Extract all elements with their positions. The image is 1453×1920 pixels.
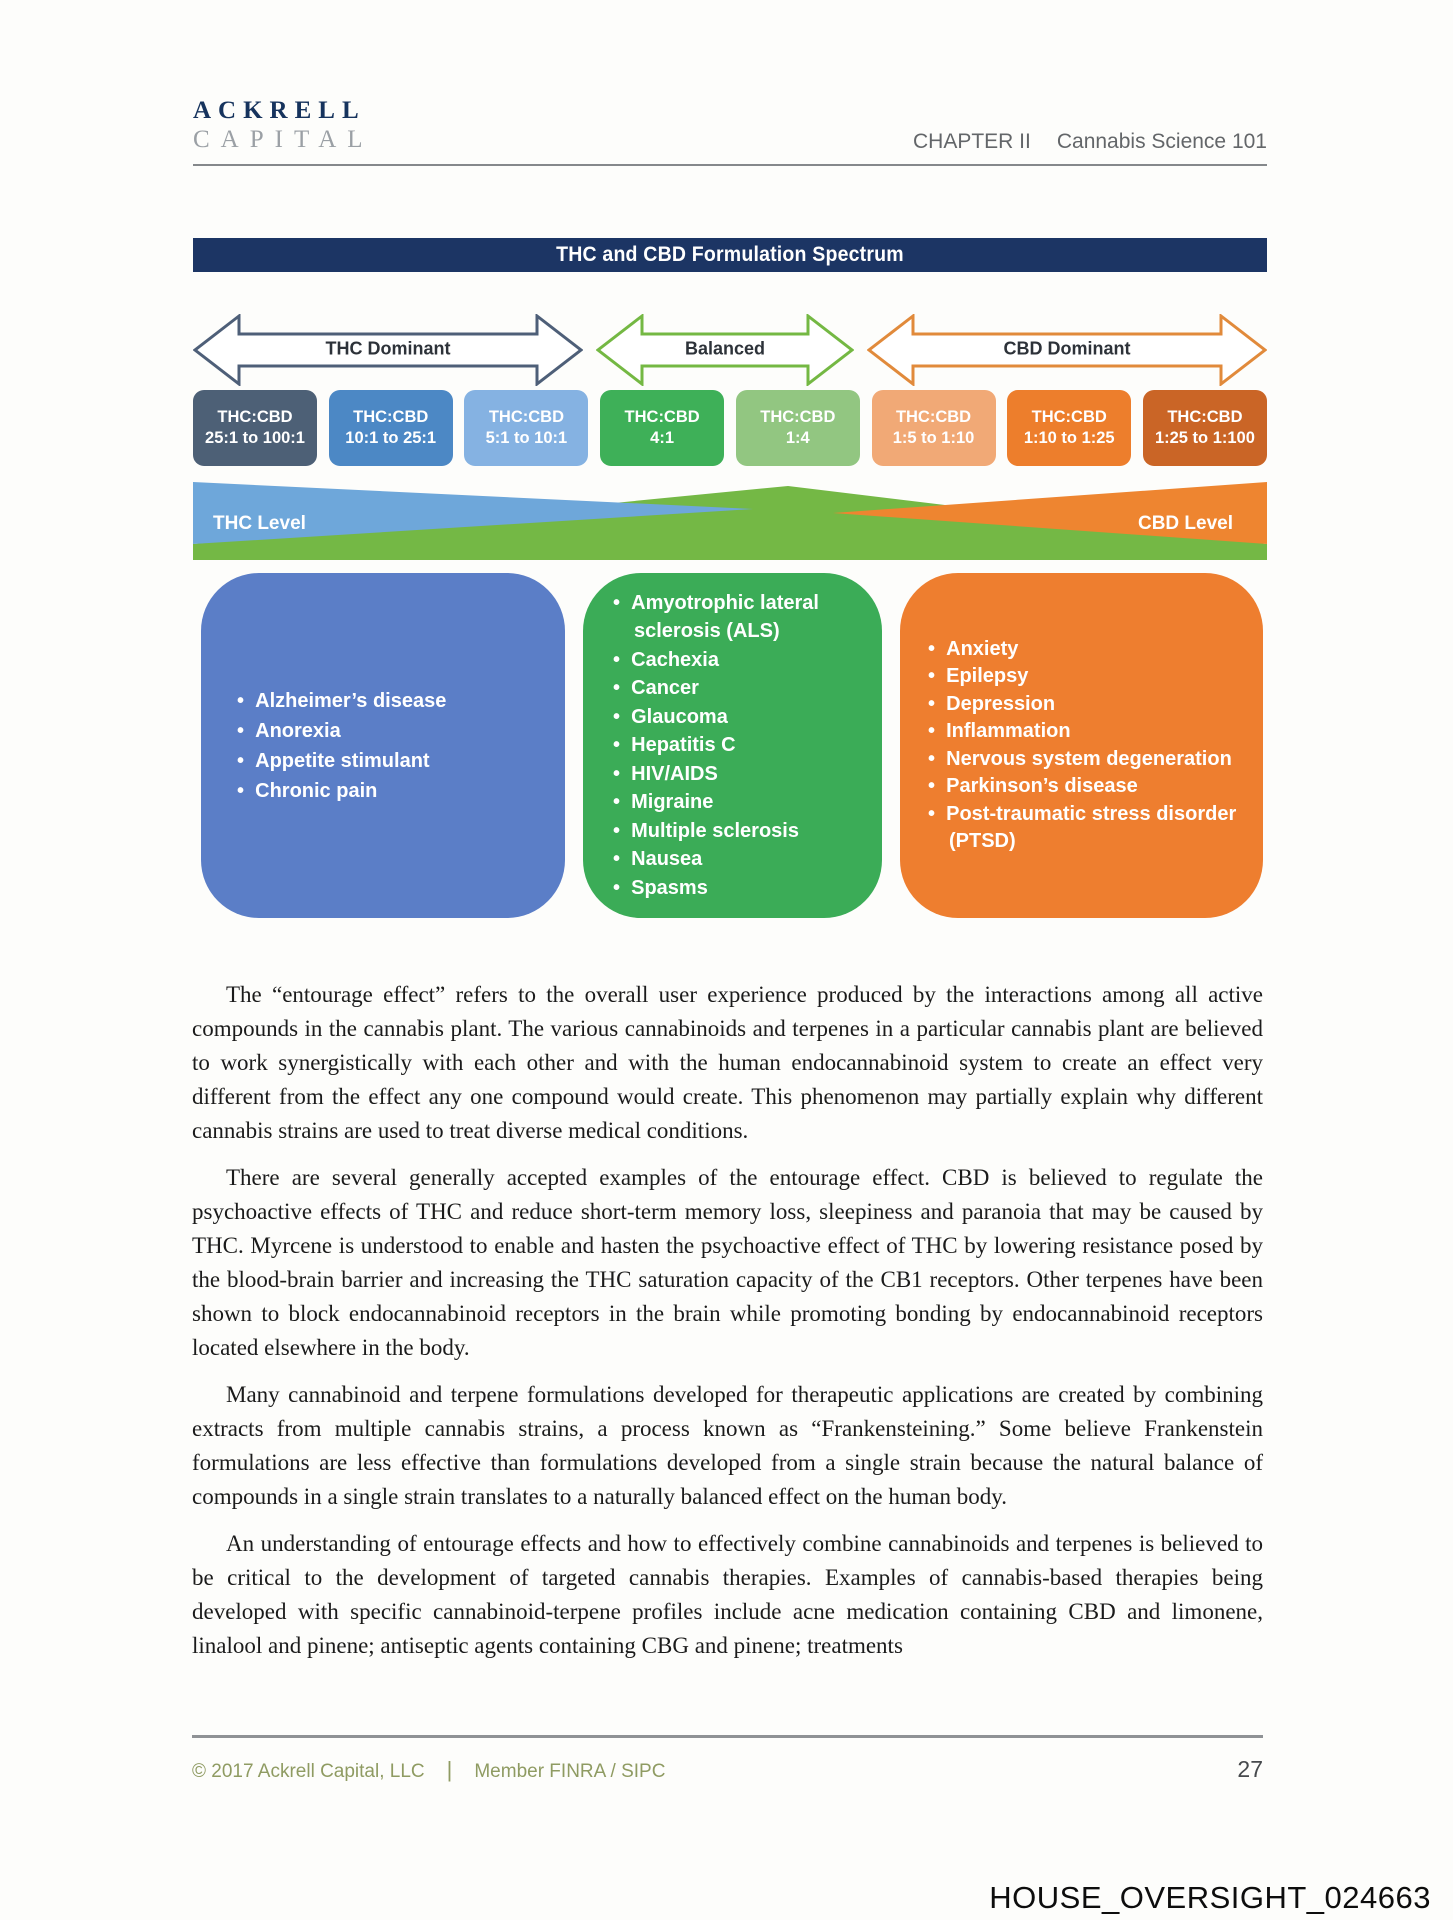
condition-list [201, 686, 565, 806]
page-footer [192, 1735, 1263, 1783]
ratio-box-line2: 1:4 [785, 429, 810, 447]
condition-item: • Anorexia [237, 716, 545, 746]
condition-item: • Alzheimer’s disease [237, 686, 545, 716]
condition-item: • Spasms [613, 874, 872, 903]
condition-item: • Parkinson’s disease [928, 773, 1251, 801]
condition-item: • Cachexia [613, 646, 872, 675]
condition-box-balanced [583, 573, 882, 918]
ratio-box-25-1-to-100-1 [193, 390, 317, 466]
cbd-level-label: CBD Level [1137, 513, 1233, 534]
ratio-box-line2: 1:10 to 1:25 [1023, 429, 1115, 447]
condition-item: • Inflammation [928, 718, 1251, 746]
chapter-heading [913, 130, 1267, 154]
condition-item: • Multiple sclerosis [613, 817, 872, 846]
body-paragraph-1: The “entourage effect” refers to the overall user experience produced by the interactions among all active compounds in the cannabis plant. The various cannabinoids and terpenes in a particular cannabis plant are believed to work synergistically with each other and with the human endocannabinoid system to create an effect very different from the effect any one compound would create. This phenomenon may partially explain why different cannabis strains are used to treat diverse medical conditions. [192, 982, 1263, 1143]
condition-item: • Epilepsy [928, 663, 1251, 691]
body-paragraph-3: Many cannabinoid and terpene formulations developed for therapeutic applications are created by combining extracts from multiple cannabis strains, a process known as “Frankensteining.” Some believe Frankenstein formulations are less effective than formulations developed from a single strain because the natural balance of compounds in a single strain translates to a naturally balanced effect on the human body. [192, 1382, 1263, 1509]
page-number: 27 [1237, 1756, 1263, 1782]
body-paragraph-4: An understanding of entourage effects and how to effectively combine cannabinoids and terpenes is believed to be critical to the development of targeted cannabis therapies. Examples of cannabis-based therapies being developed with specific cannabinoid-terpene profiles include acne medication containing CBD and limonene, linalool and pinene; antiseptic agents containing CBG and pinene; treatments [192, 1531, 1263, 1658]
ratio-box-line1: THC:CBD [760, 407, 836, 426]
chapter-title: Cannabis Science 101 [1056, 130, 1267, 153]
condition-boxes-row [193, 573, 1267, 918]
ratio-box-line2: 1:5 to 1:10 [892, 429, 975, 447]
condition-list [900, 636, 1263, 856]
condition-box-cbd-dominant [900, 573, 1263, 918]
ratio-box-1-5-to-1-10 [872, 390, 996, 466]
ratio-box-line2: 4:1 [650, 429, 675, 447]
chapter-label: CHAPTER II [912, 130, 1031, 153]
ratio-box-line1: THC:CBD [895, 407, 972, 426]
arrow-label: Balanced [684, 338, 766, 359]
arrow-label: CBD Dominant [1003, 338, 1131, 359]
footer-left [192, 1757, 665, 1783]
condition-item: • Cancer [613, 674, 872, 703]
condition-item: • HIV/AIDS [613, 760, 872, 789]
footer-copyright: © 2017 Ackrell Capital, LLC [192, 1761, 425, 1782]
ratio-box-line1: THC:CBD [217, 407, 293, 426]
condition-item: • Appetite stimulant [237, 746, 545, 776]
condition-item: • Depression [928, 691, 1251, 719]
ratio-box-line2: 5:1 to 10:1 [485, 429, 568, 447]
logo-line-capital: CAPITAL [193, 126, 374, 153]
wedges-graphic [193, 482, 1267, 560]
condition-item: • Nervous system degeneration [928, 746, 1251, 774]
ratio-box-line1: THC:CBD [1167, 407, 1243, 426]
ratio-box-line2: 25:1 to 100:1 [205, 429, 305, 447]
ratio-box-line1: THC:CBD [488, 407, 564, 426]
condition-item: • Amyotrophic lateral sclerosis (ALS) [613, 589, 872, 646]
arrow-balanced [596, 314, 854, 386]
ackrell-capital-logo [193, 97, 374, 154]
condition-box-thc-dominant [201, 573, 565, 918]
condition-item: • Glaucoma [613, 703, 872, 732]
ratio-box-1-4 [736, 390, 860, 466]
arrow-label: THC Dominant [325, 338, 451, 359]
spectrum-level-wedges [193, 482, 1267, 560]
diagram-title: THC and CBD Formulation Spectrum [556, 243, 904, 266]
ratio-box-5-1-to-10-1 [464, 390, 588, 466]
bates-number-watermark: HOUSE_OVERSIGHT_024663 [989, 1880, 1431, 1915]
condition-item: • Post-traumatic stress disorder (PTSD) [928, 801, 1251, 856]
spectrum-arrows-row [193, 314, 1267, 386]
footer-separator: | [446, 1757, 453, 1782]
body-paragraph-2: There are several generally accepted examples of the entourage effect. CBD is believed to regulate the psychoactive effects of THC and reduce short-term memory loss, sleepiness and paranoia that may be caused by THC. Myrcene is understood to enable and hasten the psychoactive effect of THC by lowering resistance posed by the blood-brain barrier and increasing the THC saturation capacity of the CB1 receptors. Other terpenes have been shown to block endocannabinoid receptors in the brain while promoting bonding by endocannabinoid receptors located elsewhere in the body. [192, 1165, 1263, 1360]
ratio-box-1-25-to-1-100 [1143, 390, 1267, 466]
thc-level-label: THC Level [213, 513, 306, 534]
ratio-box-line1: THC:CBD [624, 407, 700, 426]
footer-member-finra-sipc: Member FINRA / SIPC [474, 1761, 666, 1782]
ratio-box-line1: THC:CBD [353, 407, 429, 426]
arrow-cbd-dominant [867, 314, 1267, 386]
body-text [192, 978, 1263, 1676]
ratio-boxes-row [193, 390, 1267, 466]
condition-item: • Hepatitis C [613, 731, 872, 760]
condition-item: • Migraine [613, 788, 872, 817]
logo-line-ackrell: ACKRELL [193, 97, 366, 124]
arrow-thc-dominant [193, 314, 583, 386]
condition-list [583, 589, 882, 903]
page-header [193, 0, 1267, 166]
ratio-box-line2: 10:1 to 25:1 [345, 429, 437, 447]
ratio-box-line2: 1:25 to 1:100 [1154, 429, 1255, 447]
ratio-box-1-10-to-1-25 [1007, 390, 1131, 466]
condition-item: • Anxiety [928, 636, 1251, 664]
ratio-box-line1: THC:CBD [1031, 407, 1107, 426]
condition-item: • Nausea [613, 845, 872, 874]
ratio-box-10-1-to-25-1 [329, 390, 453, 466]
diagram-title-bar [193, 238, 1267, 272]
condition-item: • Chronic pain [237, 776, 545, 806]
ratio-box-4-1 [600, 390, 724, 466]
